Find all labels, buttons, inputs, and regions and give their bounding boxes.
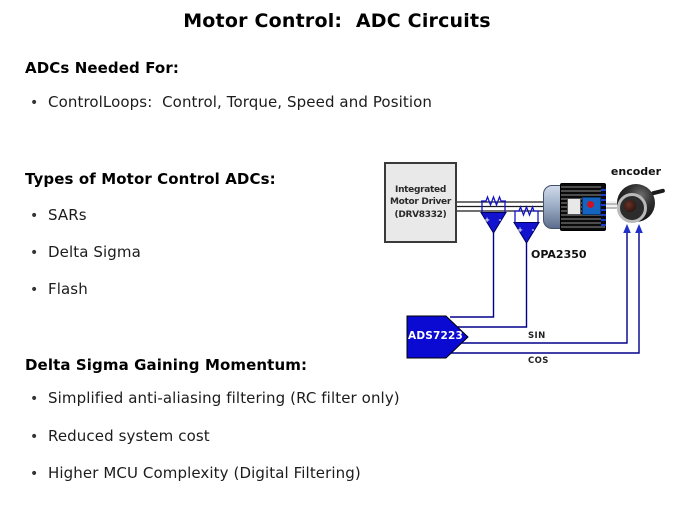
list-item [30,243,141,261]
driver-line2: Motor Driver [390,197,451,208]
motor-connector-pins [601,186,606,226]
bullet-text-mcu-complexity: Higher MCU Complexity (Digital Filtering) [48,464,361,482]
list-item [30,427,210,445]
bullet-icon: • [30,95,39,111]
opamp2-plus-mark: + [517,226,523,234]
bullet-text-control-loops: ControlLoops: Control, Torque, Speed and Position [48,93,433,111]
list-item [30,389,400,407]
section-heading-adcs-needed: ADCs Needed For: [25,59,179,77]
list-item [30,93,432,111]
opamp-part-label: OPA2350 [531,248,587,261]
cos-signal-label: COS [528,356,549,366]
motor-image [543,183,613,229]
motor-label [567,198,581,215]
bullet-text-sars: SARs [48,206,87,224]
bullet-text-simplified-filtering: Simplified anti-aliasing filtering (RC filter only) [48,389,400,407]
list-item [30,280,88,298]
encoder-label: encoder [610,165,662,178]
driver-line3: (DRV8332) [394,209,447,220]
bullet-icon: • [30,208,39,224]
driver-line1: Integrated [395,185,446,196]
opamp1-plus-mark: + [484,216,490,224]
bullet-icon: • [30,429,39,445]
encoder-hub [624,200,636,212]
section-heading-delta-sigma-momentum: Delta Sigma Gaining Momentum: [25,356,308,374]
bullet-icon: • [30,245,39,261]
list-item [30,464,361,482]
bullet-icon: • [30,282,39,298]
encoder-image [615,182,661,226]
opamp1-minus-mark: - [498,216,502,224]
opamp2-minus-mark: - [531,226,535,234]
resistor-icon [481,197,506,205]
integrated-motor-driver-block [384,162,457,243]
page-title: Motor Control: ADC Circuits [183,10,491,32]
bullet-text-reduced-cost: Reduced system cost [48,427,210,445]
section-heading-adc-types: Types of Motor Control ADCs: [25,170,276,188]
adc-part-label: ADS7223 [408,330,464,342]
list-item [30,206,87,224]
bullet-text-delta-sigma: Delta Sigma [48,243,141,261]
sin-signal-label: SIN [528,331,546,341]
bullet-icon: • [30,466,39,482]
bullet-icon: • [30,391,39,407]
ti-logo-icon [587,201,594,208]
bullet-text-flash: Flash [48,280,88,298]
